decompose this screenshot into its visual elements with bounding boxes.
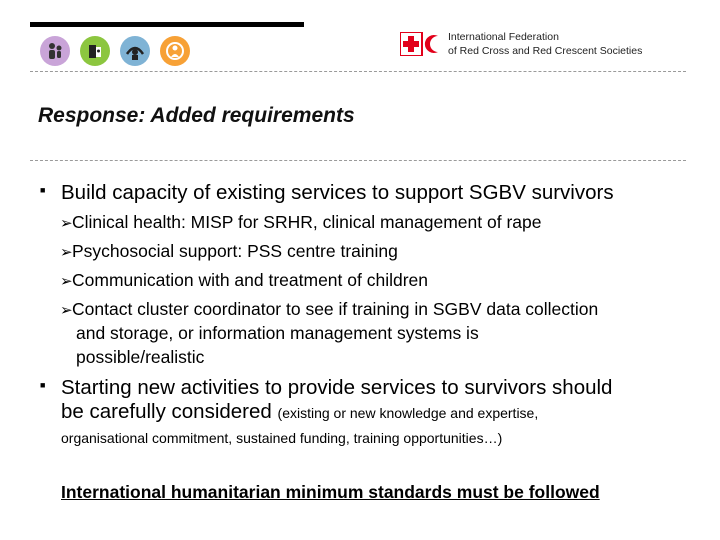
divider-top [30,71,686,72]
program-icons [40,36,190,66]
bullet-marker: ■ [40,185,46,195]
shelter-icon [80,36,110,66]
divider-title [30,160,686,161]
person-icon [160,36,190,66]
family-icon [40,36,70,66]
key-statement: International humanitarian minimum standards must be followed [61,482,600,502]
header-bar [30,22,304,27]
bullet-2-line1: Starting new activities to provide services to survivors should [61,376,613,399]
arrow-icon: ➢ [60,215,73,232]
sub-bullet-4 [60,299,598,320]
sub-bullet-3 [60,270,428,291]
slide-title: Response: Added requirements [38,104,355,127]
arrow-icon: ➢ [60,302,73,319]
bullet-1-text: Build capacity of existing services to support SGBV survivors [61,181,614,204]
sub-bullet-4-cont-1: and storage, or information management systems is [76,323,479,343]
ifrc-logo [400,30,642,58]
sub-bullet-2 [60,241,398,262]
logo-line1: International Federation [448,31,559,43]
sub-bullet-1 [60,212,541,233]
bullet-2-line3: organisational commitment, sustained funding, training opportunities…) [61,430,503,446]
bullet-2-line2: be carefully considered [61,400,272,423]
sub-bullet-4-text: Contact cluster coordinator to see if training in SGBV data collection [72,299,599,319]
community-icon [120,36,150,66]
bullet-marker: ■ [40,380,46,390]
arrow-icon: ➢ [60,273,73,290]
sub-bullet-2-text: Psychosocial support: PSS centre training [72,241,398,261]
sub-bullet-1-text: Clinical health: MISP for SRHR, clinical management of rape [72,212,542,232]
red-cross-crescent-icon [400,32,442,56]
bullet-2-line2-note: (existing or new knowledge and expertise, [277,405,539,421]
sub-bullet-4-cont-2: possible/realistic [76,347,205,367]
logo-line2: of Red Cross and Red Crescent Societies [448,45,643,57]
arrow-icon: ➢ [60,244,73,261]
sub-bullet-3-text: Communication with and treatment of children [72,270,429,290]
